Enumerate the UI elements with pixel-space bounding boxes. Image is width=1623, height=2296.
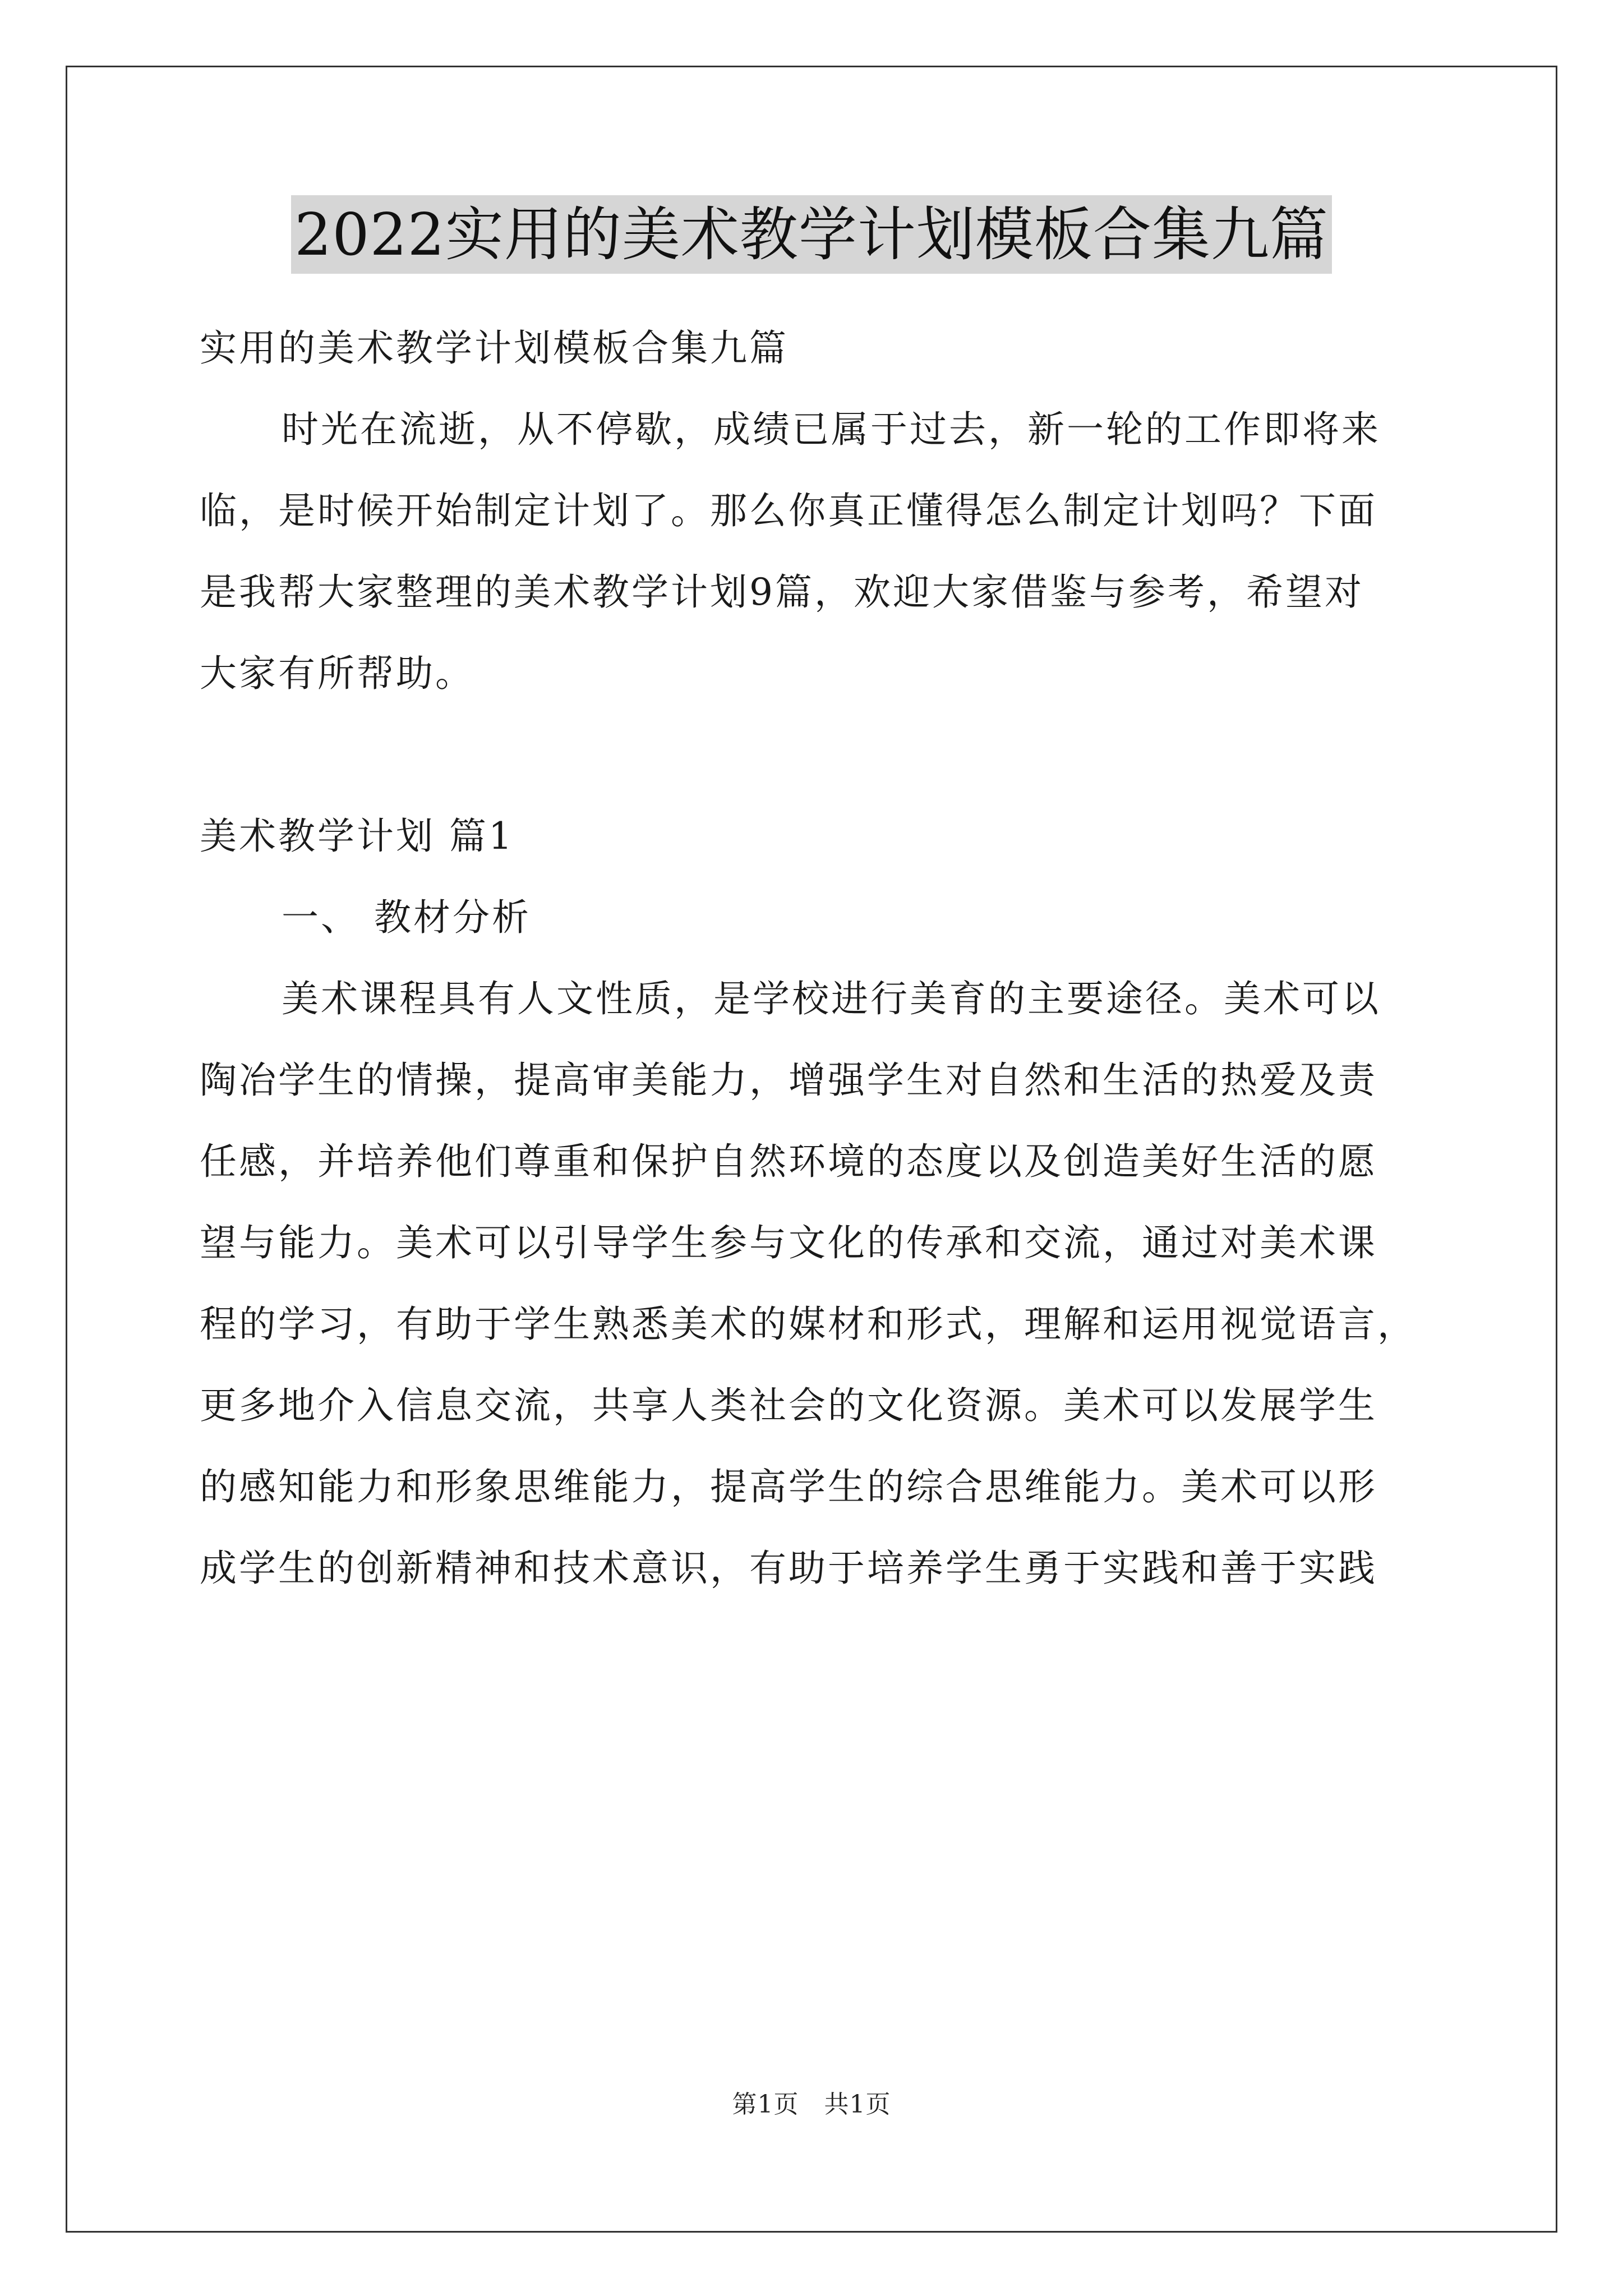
intro-line-2: 临，是时候开始制定计划了。那么你真正懂得怎么制定计划吗？下面 xyxy=(200,489,1377,532)
body-line-3: 任感，并培养他们尊重和保护自然环境的态度以及创造美好生活的愿 xyxy=(200,1140,1377,1183)
title-container xyxy=(0,195,1623,274)
section-gap xyxy=(200,714,1456,795)
body-line-4: 望与能力。美术可以引导学生参与文化的传承和交流，通过对美术课 xyxy=(200,1221,1377,1264)
intro-line-3: 是我帮大家整理的美术教学计划9篇，欢迎大家借鉴与参考，希望对 xyxy=(200,570,1364,614)
body-line-5: 程的学习，有助于学生熟悉美术的媒材和形式，理解和运用视觉语言， xyxy=(200,1303,1417,1346)
section-heading: 美术教学计划 篇1 xyxy=(200,815,514,858)
intro-line-4: 大家有所帮助。 xyxy=(200,652,474,695)
body-line-1: 美术课程具有人文性质，是学校进行美育的主要途径。美术可以 xyxy=(282,977,1381,1020)
body-line-2: 陶冶学生的情操，提高审美能力，增强学生对自然和生活的热爱及责 xyxy=(200,1059,1377,1102)
document-subtitle: 实用的美术教学计划模板合集九篇 xyxy=(200,326,789,370)
document-body xyxy=(200,307,1456,1609)
body-line-8: 成学生的创新精神和技术意识，有助于培养学生勇于实践和善于实践 xyxy=(200,1547,1377,1590)
intro-line-1: 时光在流逝，从不停歇，成绩已属于过去，新一轮的工作即将来 xyxy=(282,408,1381,451)
page-footer: 第1页 共1页 xyxy=(732,2090,891,2119)
body-line-6: 更多地介入信息交流，共享人类社会的文化资源。美术可以发展学生 xyxy=(200,1384,1377,1427)
document-title: 2022实用的美术教学计划模板合集九篇 xyxy=(291,195,1332,274)
subsection-heading: 一、 教材分析 xyxy=(282,896,531,939)
body-line-7: 的感知能力和形象思维能力，提高学生的综合思维能力。美术可以形 xyxy=(200,1465,1377,1508)
